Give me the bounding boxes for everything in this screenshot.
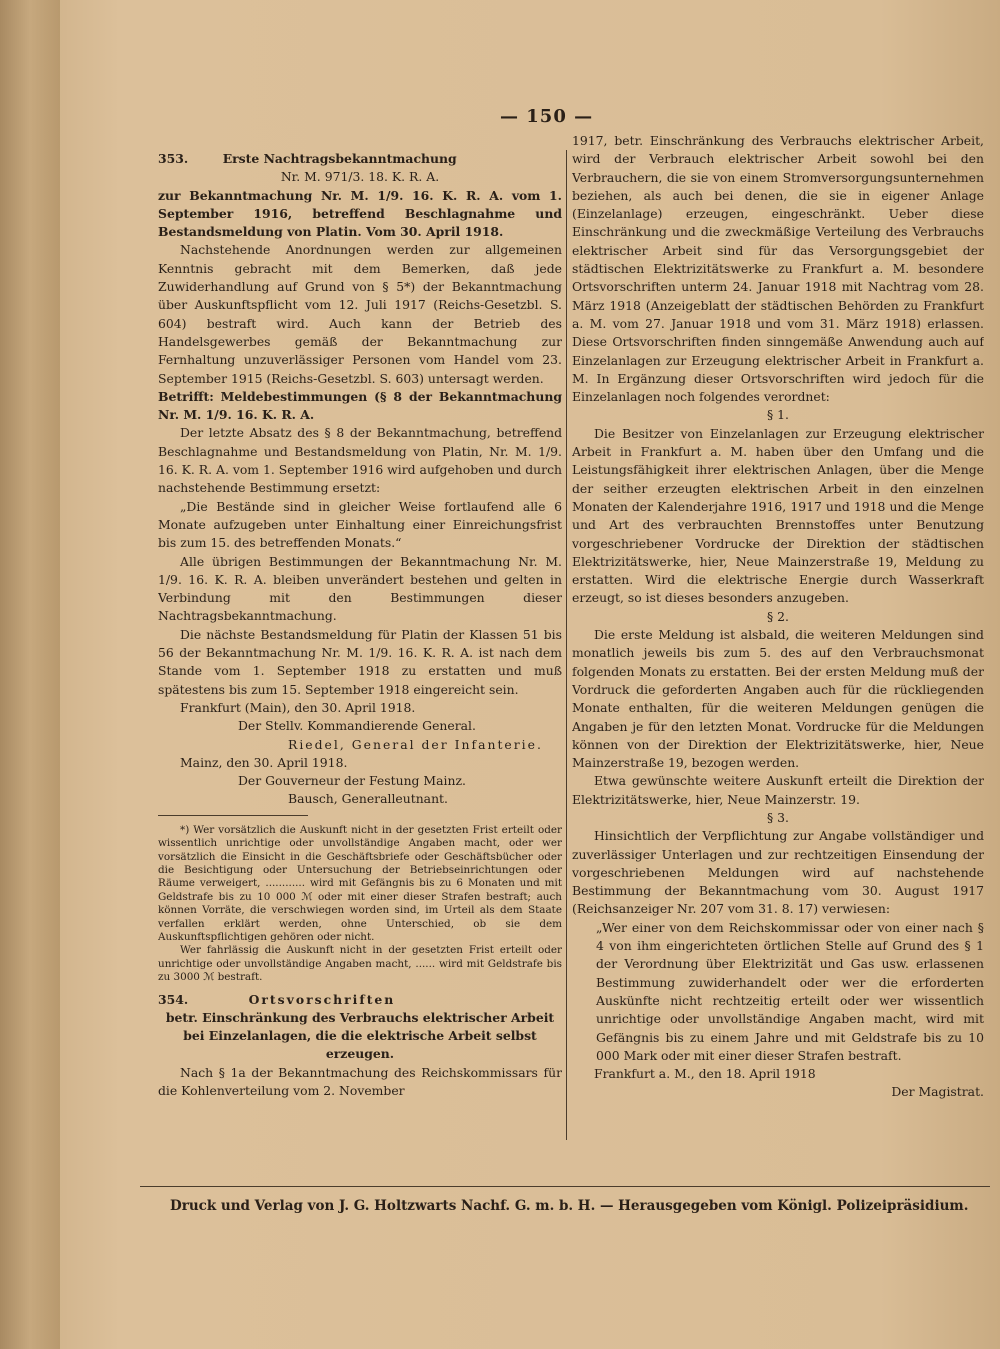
footnote-1: *) Wer vorsätzlich die Auskunft nicht in der gesetzten Frist erteilt oder wissentlich unrichtige oder unvollständige Angaben macht, oder wer vorsätzlich die Einsicht in die Geschäftsbriefe oder Geschäftsbücher oder die Besichtigung oder Untersuchung der Betriebseinrichtungen oder Räume verweigert, ............ wird mit Gefängnis bis zu 6 Monaten und mit Geldstrafe bis zu 10 000 ℳ oder mit einer dieser Strafen bestraft; auch können Vorräte, die verschwiegen worden sind, im Urteil als dem Staate verfallen erklärt werden, ohne Unterschied, ob sie dem Auskunftspflichtigen gehören oder nicht. [158,823,562,943]
imprint-footer: Druck und Verlag von J. G. Holtzwarts Nachf. G. m. b. H. — Herausgegeben vom Königl. Polizeipräsidium. [170,1198,969,1214]
footnote-divider [158,815,308,816]
section-3-heading: § 3. [767,809,789,825]
announcement-354-title: Ortsvorschriften [248,991,396,1007]
announcement-353-signature-2b: Bausch, Generalleutnant. [288,791,448,807]
right-paragraph-1: 1917, betr. Einschränkung des Verbrauchs elektrischer Arbeit, wird der Verbrauch elektrischer Arbeit sowohl bei den Verbrauchern, die sie von einem Stromversorgungsunternehmen beziehen, als auch bei denen, die sie in eigener Anlage (Einzelanlage) erzeugen, eingeschränkt. Ueber diese Einschränkung und die zweckmäßige Verteilung des Verbrauchs elektrischer Arbeit sind für das Versorgungsgebiet der städtischen Elektrizitätswerke zu Frankfurt a. M. besondere Ortsvorschriften unterm 24. Januar 1918 mit Nachtrag vom 28. März 1918 (Anzeigeblatt der städtischen Behörden zu Frankfurt a. M. vom 27. Januar 1918 und vom 31. März 1918) erlassen. Diese Ortsvorschriften finden sinngemäße Anwendung auch auf Einzelanlagen zur Erzeugung elektrischer Arbeit in Frankfurt a. M. In Ergänzung dieser Ortsvorschriften wird jedoch für die Einzelanlagen noch folgendes verordnet: [572,133,984,405]
announcement-353-paragraph-3: Alle übrigen Bestimmungen der Bekanntmachung Nr. M. 1/9. 16. K. R. A. bleiben unverändert bestehen und gelten in Verbindung mit den Bestimmungen dieser Nachtragsbekanntmachung. [158,553,562,624]
right-paragraph-4: Etwa gewünschte weitere Auskunft erteilt die Direktion der Elektrizitätswerke, hier, Neue Mainzerstr. 19. [572,773,984,807]
page-number: — 150 — [500,106,594,127]
announcement-353-signature-1b: Riedel, General der Infanterie. [288,736,543,752]
announcement-353-paragraph-4: Die nächste Bestandsmeldung für Platin der Klassen 51 bis 56 der Bekanntmachung Nr. M. 1/9. 16. K. R. A. ist nach dem Stande vom 1. September 1918 zu erstatten und muß spätestens bis zum 15. September 1918 eingereicht sein. [158,626,562,697]
announcement-353-signature-2a: Der Gouverneur der Festung Mainz. [238,773,466,789]
announcement-354-heading [158,991,562,1009]
right-paragraph-3: Die erste Meldung ist alsbald, die weiteren Meldungen sind monatlich jeweils bis zum 5. des auf den Verbrauchsmonat folgenden Monats zu erstatten. Bei der ersten Meldung muß der Vordruck die geforderten Angaben auch für die rückliegenden Monate enthalten, für die weiteren Meldungen genügen die Angaben je für den letzten Monat. Vordrucke für die Meldungen können von der Direktion der Elektrizitätswerke, hier, Neue Mainzerstraße 19, bezogen werden. [572,627,984,771]
announcement-353-quote: „Die Bestände sind in gleicher Weise fortlaufend alle 6 Monate aufzugeben unter Einhaltung einer Einreichungsfrist bis zum 15. des betreffenden Monats.“ [158,498,562,551]
announcement-353-signature-1a: Der Stellv. Kommandierende General. [238,718,476,734]
right-paragraph-2: Die Besitzer von Einzelanlagen zur Erzeugung elektrischer Arbeit in Frankfurt a. M. haben über den Umfang und die Leistungsfähigkeit ihrer elektrischen Anlagen, über die Menge der seither erzeugten elektrischen Arbeit in den einzelnen Monaten der Kalenderjahre 1916, 1917 und 1918 und die Menge und Art des verbrauchten Brennstoffes unter Benutzung vorgeschriebener Vordrucke der Direktion der städtischen Elektrizitätswerke, hier, Neue Mainzerstraße 19, Meldung zu erstatten. Wird die elektrische Energie durch Wasserkraft erzeugt, so ist dieses besonders anzugeben. [572,425,984,606]
column-divider [566,150,567,1140]
announcement-353-paragraph-2: Der letzte Absatz des § 8 der Bekanntmachung, betreffend Beschlagnahme und Bestandsmeldung von Platin, Nr. M. 1/9. 16. K. R. A. vom 1. September 1916 wird aufgehoben und durch nachstehende Bestimmung ersetzt: [158,425,562,496]
announcement-354-paragraph-1: Nach § 1a der Bekanntmachung des Reichskommissars für die Kohlenverteilung vom 2. November [158,1064,562,1099]
previous-page-edge [0,0,60,1349]
announcement-353-subject: zur Bekanntmachung Nr. M. 1/9. 16. K. R. A. vom 1. September 1916, betreffend Beschlagnahme und Bestandsmeldung von Platin. Vom 30. April 1918. [158,187,562,240]
right-place: Frankfurt a. M., den 18. April 1918 [594,1066,816,1082]
announcement-354-number: 354. [158,991,189,1007]
left-column [158,150,562,1145]
announcement-353 [158,150,562,985]
announcement-353-betrifft: Betrifft: Meldebestimmungen (§ 8 der Bekanntmachung Nr. M. 1/9. 16. K. R. A. [158,388,562,423]
announcement-353-ref: Nr. M. 971/3. 18. K. R. A. [280,169,440,185]
announcement-354 [158,991,562,1101]
section-1-heading: § 1. [767,407,789,423]
announcement-353-paragraph-1: Nachstehende Anordnungen werden zur allgemeinen Kenntnis gebracht mit dem Bemerken, daß jede Zuwiderhandlung auf Grund von § 5*) der Bekanntmachung über Auskunftspflicht vom 12. Juli 1917 (Reichs-Gesetzbl. S. 604) bestraft wird. Auch kann der Betrieb des Handelsgewerbes gemäß der Bekanntmachung zur Fernhaltung unzuverlässiger Personen vom Handel vom 23. September 1915 (Reichs-Gesetzbl. S. 603) untersagt werden. [158,242,562,386]
right-column [572,132,984,1152]
footer-divider [140,1186,990,1187]
footnote-2: Wer fahrlässig die Auskunft nicht in der gesetzten Frist erteilt oder unrichtige oder unvollständige Angaben macht, ...... wird mit Geldstrafe bis zu 3000 ℳ bestraft. [158,944,562,984]
right-signature: Der Magistrat. [891,1084,984,1100]
right-quote: „Wer einer von dem Reichskommissar oder von einer nach § 4 von ihm eingerichteten örtlichen Stelle auf Grund des § 1 der Verordnung über Elektrizität und Gas usw. erlassenen Bestimmung zuwiderhandelt oder wer die erforderten Auskünfte nicht rechtzeitig erteilt oder wer wissentlich unrichtige oder unvollständige Angaben macht, wird mit Gefängnis bis zu einem Jahre und mit Geldstrafe bis zu 10 000 Mark oder mit einer dieser Strafen bestraft. [596,919,984,1063]
section-2-heading: § 2. [767,608,789,624]
announcement-353-place-1: Frankfurt (Main), den 30. April 1918. [180,699,416,715]
announcement-354-subject: betr. Einschränkung des Verbrauchs elektrischer Arbeit bei Einzelanlagen, die die elektrische Arbeit selbst erzeugen. [165,1009,555,1062]
right-paragraph-5: Hinsichtlich der Verpflichtung zur Angabe vollständiger und zuverlässiger Unterlagen und zur rechtzeitigen Einsendung der vorgeschriebenen Meldungen wird auf nachstehende Bestimmung der Bekanntmachung vom 30. August 1917 (Reichsanzeiger Nr. 207 vom 31. 8. 17) verwiesen: [572,828,984,917]
announcement-353-number: 353. [158,151,189,166]
announcement-353-heading [158,150,562,168]
announcement-353-title: Erste Nachtragsbekanntmachung [222,151,457,166]
announcement-353-place-2: Mainz, den 30. April 1918. [180,754,348,770]
